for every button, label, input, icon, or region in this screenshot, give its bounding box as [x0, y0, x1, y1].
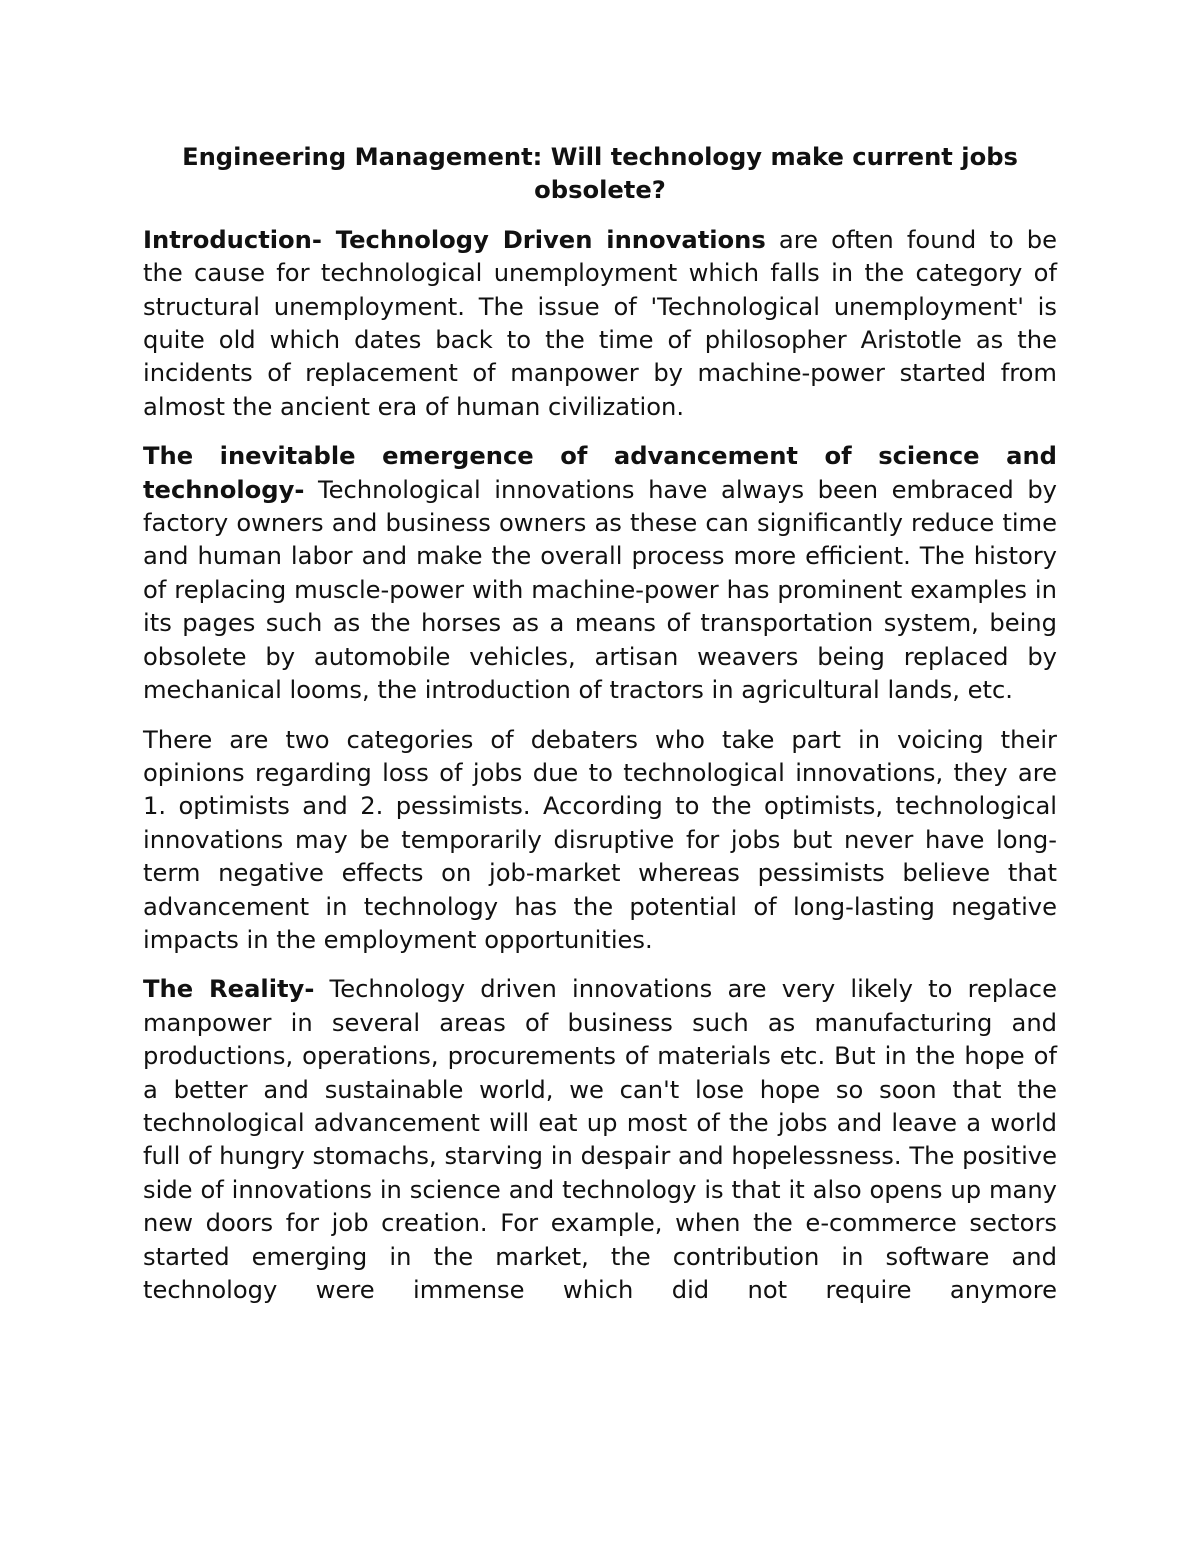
paragraph-debaters: [143, 724, 1057, 958]
paragraph-text: are often found to be the cause for technological unemployment which falls in the category of structural unemployment. The issue of 'Technological unemployment' is quite old which dates back to the time of philosopher Aristotle as the incidents of replacement of manpower by machine-power started from almost the ancient era of human civilization.: [143, 225, 1057, 421]
paragraph-lead: The inevitable emergence of advancement of science and technology-: [143, 442, 1057, 504]
paragraph-lead: The Reality-: [143, 975, 315, 1004]
paragraph-text: Technology driven innovations are very likely to replace manpower in several areas of business such as manufacturing and productions, operations, procurements of materials etc. But in the hope of a better and sustainable world, we can't lose hope so soon that the technological advancement will eat up most of the jobs and leave a world full of hungry stomachs, starving in despair and hopelessness. The positive side of innovations in science and technology is that it also opens up many new doors for job creation. For example, when the e-commerce sectors started emerging in the market, the contribution in software and technology were immense which did not require anymore: [143, 975, 1057, 1304]
document-body: [143, 141, 1057, 1307]
paragraph-reality: [143, 973, 1057, 1307]
paragraph-text: Technological innovations have always been embraced by factory owners and business owners as these can significantly reduce time and human labor and make the overall process more efficient. The history of replacing muscle-power with machine-power has prominent examples in its pages such as the horses as a means of transportation system, being obsolete by automobile vehicles, artisan weavers being replaced by mechanical looms, the introduction of tractors in agricultural lands, etc.: [143, 475, 1057, 705]
paragraph-introduction: [143, 224, 1057, 424]
paragraph-lead: Introduction- Technology Driven innovations: [143, 225, 766, 254]
document-title: Engineering Management: Will technology make current jobs obsolete?: [182, 143, 1018, 205]
paragraph-emergence: [143, 440, 1057, 707]
paragraph-text: There are two categories of debaters who take part in voicing their opinions regarding loss of jobs due to technological innovations, they are 1. optimists and 2. pessimists. According to the optimists, technological innovations may be temporarily disruptive for jobs but never have long-term negative effects on job-market whereas pessimists believe that advancement in technology has the potential of long-lasting negative impacts in the employment opportunities.: [143, 725, 1057, 954]
